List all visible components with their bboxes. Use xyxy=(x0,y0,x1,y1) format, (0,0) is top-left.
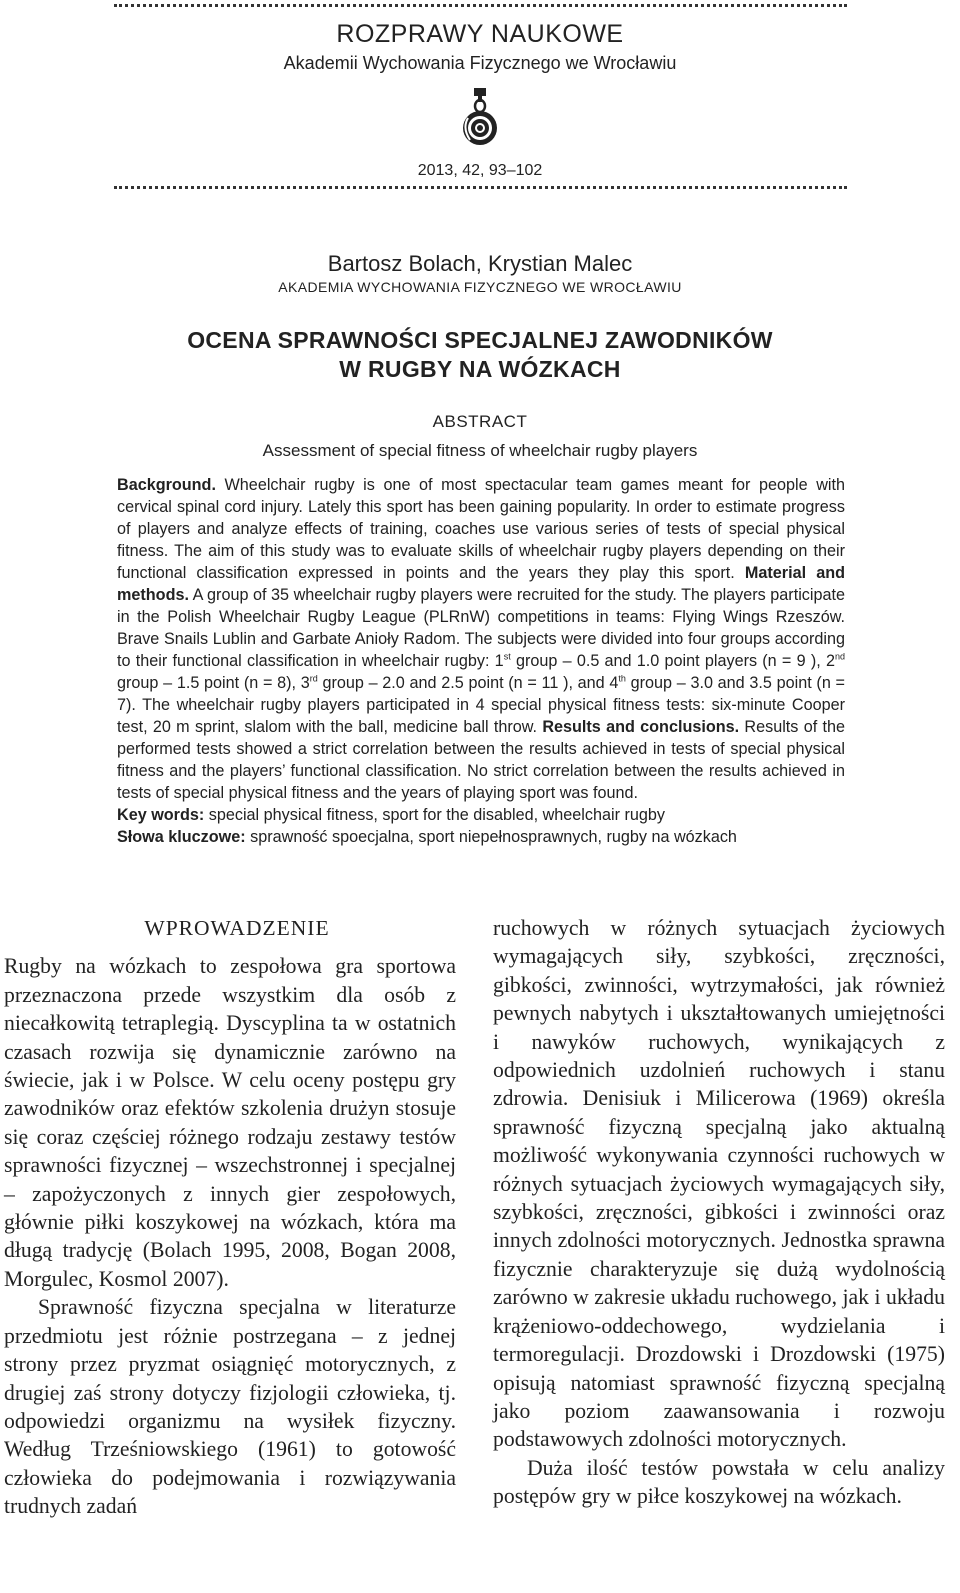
superscript: rd xyxy=(309,673,318,684)
results-text: Results of the performed tests showed a strict correlation between the results achieved in tests of special physical fitness and the players’ functional classification. No strict correlation between the results achieved in tests of special physical fitness and the years of playing sport was found. xyxy=(117,718,845,802)
citation: 2013, 42, 93–102 xyxy=(417,162,543,179)
results-label: Results and conclusions. xyxy=(542,718,740,736)
superscript: st xyxy=(503,651,511,662)
polish-keywords-label: Słowa kluczowe: xyxy=(117,828,246,846)
body-left-column xyxy=(4,914,456,1521)
methods-label: Material and methods. xyxy=(117,564,845,604)
article-title xyxy=(0,326,960,384)
methods-text: group – 1.5 point (n = 8), 3 xyxy=(117,674,310,692)
superscript: th xyxy=(618,673,626,684)
journal-subtitle: Akademii Wychowania Fizycznego we Wrocławiu xyxy=(283,53,677,73)
polish-keywords xyxy=(117,826,845,848)
article-title-line-2: W RUGBY NA WÓZKACH xyxy=(339,356,621,382)
body-paragraph: Rugby na wózkach to zespołowa gra sportowa przeznaczona przede wszystkim dla osób z niecałkowitą tetraplegią. Dyscyplina ta w ostatnich czasach rozwija się dynamicznie zarówno na świecie, jak i w Polsce. W celu oceny postępu gry zawodników oraz efektów szkolenia drużyn stosuje się coraz częściej różnego rodzaju zestawy testów sprawności fizycznej – wszechstronnej i specjalnej – zapożyczonych z innych gier zespołowych, głównie piłki koszykowej na wózkach, która ma długą tradycję (Bolach 1995, 2008, Bogan 2008, Morgulec, Kosmol 2007). xyxy=(4,954,456,1291)
abstract-paragraph xyxy=(117,474,845,804)
keywords-label: Key words: xyxy=(117,806,205,824)
body-paragraph: Sprawność fizyczna specjalna w literaturze przedmiotu jest różnie postrzegana – z jednej strony przez pryzmat osiągnięć motorycznych, z drugiej zaś strony dotyczy fizjologii człowieka, tj. odpowiedzi organizmu na wysiłek fizyczny. Według Trześniowskiego (1961) to gotowość człowieka do podejmowania i rozwiązywania trudnych zadań xyxy=(4,1295,456,1519)
authors: Bartosz Bolach, Krystian Malec xyxy=(327,251,633,276)
top-dotted-rule xyxy=(114,4,847,7)
keywords xyxy=(117,804,845,826)
header-dotted-rule xyxy=(114,186,847,189)
methods-text: group – 0.5 and 1.0 point players (n = 9 ), 2 xyxy=(510,652,835,670)
abstract-heading: ABSTRACT xyxy=(432,412,528,431)
abstract-title: Assessment of special fitness of wheelchair rugby players xyxy=(262,441,698,460)
methods-text: A group of 35 wheelchair rugby players were recruited for the study. The players participate in the Polish Wheelchair Rugby League (PLRnW) competitions in teams: Flying Wings Rzeszów. Brave Snails Lublin and Garbate Anioły Radom. The subjects were divided into four groups according to their functional classification in wheelchair rugby: 1 xyxy=(117,586,845,670)
body-right-column xyxy=(493,914,945,1511)
journal-title: ROZPRAWY NAUKOWE xyxy=(336,20,624,48)
polish-keywords-text: sprawność spoecjalna, sport niepełnosprawnych, rugby na wózkach xyxy=(245,828,737,846)
affiliation: AKADEMIA WYCHOWANIA FIZYCZNEGO WE WROCŁAWIU xyxy=(278,279,682,295)
methods-text: group – 3.0 and 3.5 point (n = 7). The wheelchair rugby players participated in 4 special physical fitness tests: six-minute Cooper test, 20 m sprint, slalom with the ball, medicine ball throw. xyxy=(117,674,845,736)
body-paragraph: ruchowych w różnych sytuacjach życiowych wymagających siły, szybkości, zręczności, gibkości, zwinności, wytrzymałości, jak również pewnych nabytych i ukształtowanych umiejętności i nawyków ruchowych, wynikających z odpowiednich uzdolnień ruchowych i stanu zdrowia. Denisiuk i Milicerowa (1969) określa sprawność fizyczną specjalną jako aktualną możliwość wykonywania czynności ruchowych w różnych sytuacjach życiowych wymagających siły, szybkości, zręczności, gibkości i zwinności oraz innych zdolności motorycznych. Jednostka sprawna fizycznie charakteryzuje się dużą wydolnością zarówno w zakresie układu ruchowego, jak i układu krążeniowo-oddechowego, wydzielania i termoregulacji. Drozdowski i Drozdowski (1975) opisują natomiast sprawność fizyczną specjalną jako poziom zaawansowania i rozwoju podstawowych zdolności motorycznych. xyxy=(493,916,945,1452)
article-title-line-1: OCENA SPRAWNOŚCI SPECJALNEJ ZAWODNIKÓW xyxy=(187,327,773,353)
methods-text: group – 2.0 and 2.5 point (n = 11 ), and 4 xyxy=(317,674,619,692)
superscript: nd xyxy=(834,651,845,662)
abstract-body xyxy=(117,474,845,848)
background-text: Wheelchair rugby is one of most spectacular team games meant for people with cervical spinal cord injury. Lately this sport has been gaining popularity. In order to estimate progress of players and analyze effects of training, coaches use various series of tests of special physical fitness. The aim of this study was to evaluate skills of wheelchair rugby players depending on their functional classification expressed in points and the years they play this sport. xyxy=(117,476,845,582)
body-paragraph: Duża ilość testów powstała w celu analizy postępów gry w piłce koszykowej na wózkach. xyxy=(493,1455,945,1509)
section-heading: WPROWADZENIE xyxy=(144,916,330,940)
background-label: Background. xyxy=(117,476,216,494)
keywords-text: special physical fitness, sport for the disabled, wheelchair rugby xyxy=(204,806,665,824)
journal-logo-icon xyxy=(458,86,502,148)
